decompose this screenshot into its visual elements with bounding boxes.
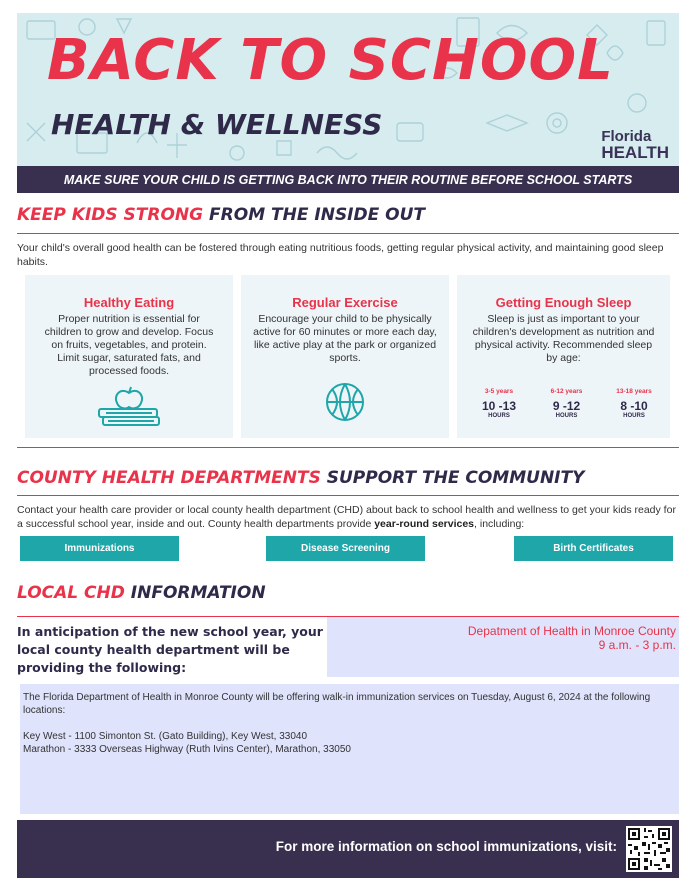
card-regular-exercise xyxy=(241,275,449,438)
card-title: Regular Exercise xyxy=(292,295,398,310)
department-hours: 9 a.m. - 3 p.m. xyxy=(598,638,676,652)
section-heading-local-chd xyxy=(17,583,266,603)
info-line: The Florida Department of Health in Monroe County will be offering walk-in immunization services on Tuesday, August 6, 2024 at the following locations: xyxy=(23,692,651,716)
service-birth-certificates xyxy=(514,536,673,561)
card-text: Proper nutrition is essential for children to grow and develop. Focus on fruits, vegetables, and protein. Limit sugar, saturated fats, and processed foods. xyxy=(44,313,214,377)
contact-text-start: Contact your health care provider or local county health department (CHD) about back to school health and wellness to get your kids ready for a successful school year, inside and out. County health departments provide xyxy=(17,504,676,530)
sleep-age: 6-12 years xyxy=(550,388,583,395)
qr-code-icon[interactable] xyxy=(626,826,672,872)
flyer-subtitle: HEALTH & WELLNESS xyxy=(51,108,383,141)
service-label: Immunizations xyxy=(64,543,135,554)
card-enough-sleep xyxy=(457,275,670,438)
sleep-cell xyxy=(537,388,597,419)
info-spacer xyxy=(23,717,676,730)
sleep-hours: 9 -12 xyxy=(552,399,581,413)
section-heading-county-health xyxy=(17,468,584,488)
section-heading-keep-kids-strong xyxy=(17,205,425,225)
tagline-bar xyxy=(17,166,679,193)
info-location-marathon: Marathon - 3333 Overseas Highway (Ruth Ivins Center), Marathon, 33050 xyxy=(23,744,351,755)
logo-line-health: HEALTH xyxy=(601,143,669,162)
footer-text: For more information on school immunizations, visit: xyxy=(275,839,617,854)
card-text: Sleep is just as important to your children's development as nutrition and physical activity. Recommended sleep by age: xyxy=(472,313,655,364)
section-divider xyxy=(17,447,679,448)
wellness-cards xyxy=(25,275,670,438)
intro-paragraph: Your child's overall good health can be fostered through eating nutritious foods, getting regular physical activity, and maintaining good sleep habits. xyxy=(17,242,664,268)
flyer-title: BACK TO SCHOOL xyxy=(47,28,614,93)
tagline-text: MAKE SURE YOUR CHILD IS GETTING BACK INTO THEIR ROUTINE BEFORE SCHOOL STARTS xyxy=(63,172,633,187)
header-banner xyxy=(17,13,679,166)
logo-line-florida: Florida xyxy=(601,128,652,145)
sleep-hours: 10 -13 xyxy=(481,399,517,413)
sleep-by-age-grid xyxy=(469,388,664,419)
heading-dark-part: SUPPORT THE COMMUNITY xyxy=(320,468,585,488)
section-divider xyxy=(17,233,679,234)
sleep-unit: HOURS xyxy=(488,413,510,419)
contact-text-bold: year-round services xyxy=(374,518,475,530)
info-location-key-west: Key West - 1100 Simonton St. (Gato Building), Key West, 33040 xyxy=(23,731,308,742)
department-name: Depatment of Health in Monroe County xyxy=(467,624,676,638)
immunization-info-box xyxy=(20,684,679,814)
sleep-hours: 8 -10 xyxy=(620,399,648,413)
section-divider xyxy=(17,495,679,496)
heading-red-part: KEEP KIDS STRONG xyxy=(17,205,204,225)
heading-red-part: COUNTY HEALTH DEPARTMENTS xyxy=(17,468,321,488)
basketball-icon xyxy=(241,380,449,429)
service-disease-screening xyxy=(266,536,425,561)
local-lead-text: In anticipation of the new school year, your local county health department will be providing the following: xyxy=(17,624,323,675)
sleep-age: 13-18 years xyxy=(616,388,652,395)
heading-dark-part: FROM THE INSIDE OUT xyxy=(203,205,426,225)
department-box xyxy=(327,617,679,677)
footer-bar xyxy=(17,820,679,878)
sleep-unit: HOURS xyxy=(623,413,645,419)
sleep-cell xyxy=(604,388,664,419)
contact-text-end: , including: xyxy=(474,518,525,530)
service-label: Birth Certificates xyxy=(553,543,634,554)
service-immunizations xyxy=(20,536,179,561)
card-title: Healthy Eating xyxy=(83,295,175,310)
contact-paragraph xyxy=(17,503,679,531)
sleep-unit: HOURS xyxy=(555,413,578,419)
card-healthy-eating xyxy=(25,275,233,438)
card-title: Getting Enough Sleep xyxy=(495,295,632,310)
card-text: Encourage your child to be physically active for 60 minutes or more each day, like active play at the park or organized sports. xyxy=(253,313,437,364)
sleep-cell xyxy=(469,388,529,419)
heading-dark-part: INFORMATION xyxy=(124,583,266,603)
service-label: Disease Screening xyxy=(301,543,390,554)
sleep-age: 3-5 years xyxy=(484,388,514,395)
apple-books-icon xyxy=(25,383,233,432)
florida-health-logo xyxy=(601,129,669,161)
heading-red-part: LOCAL CHD xyxy=(17,583,125,603)
